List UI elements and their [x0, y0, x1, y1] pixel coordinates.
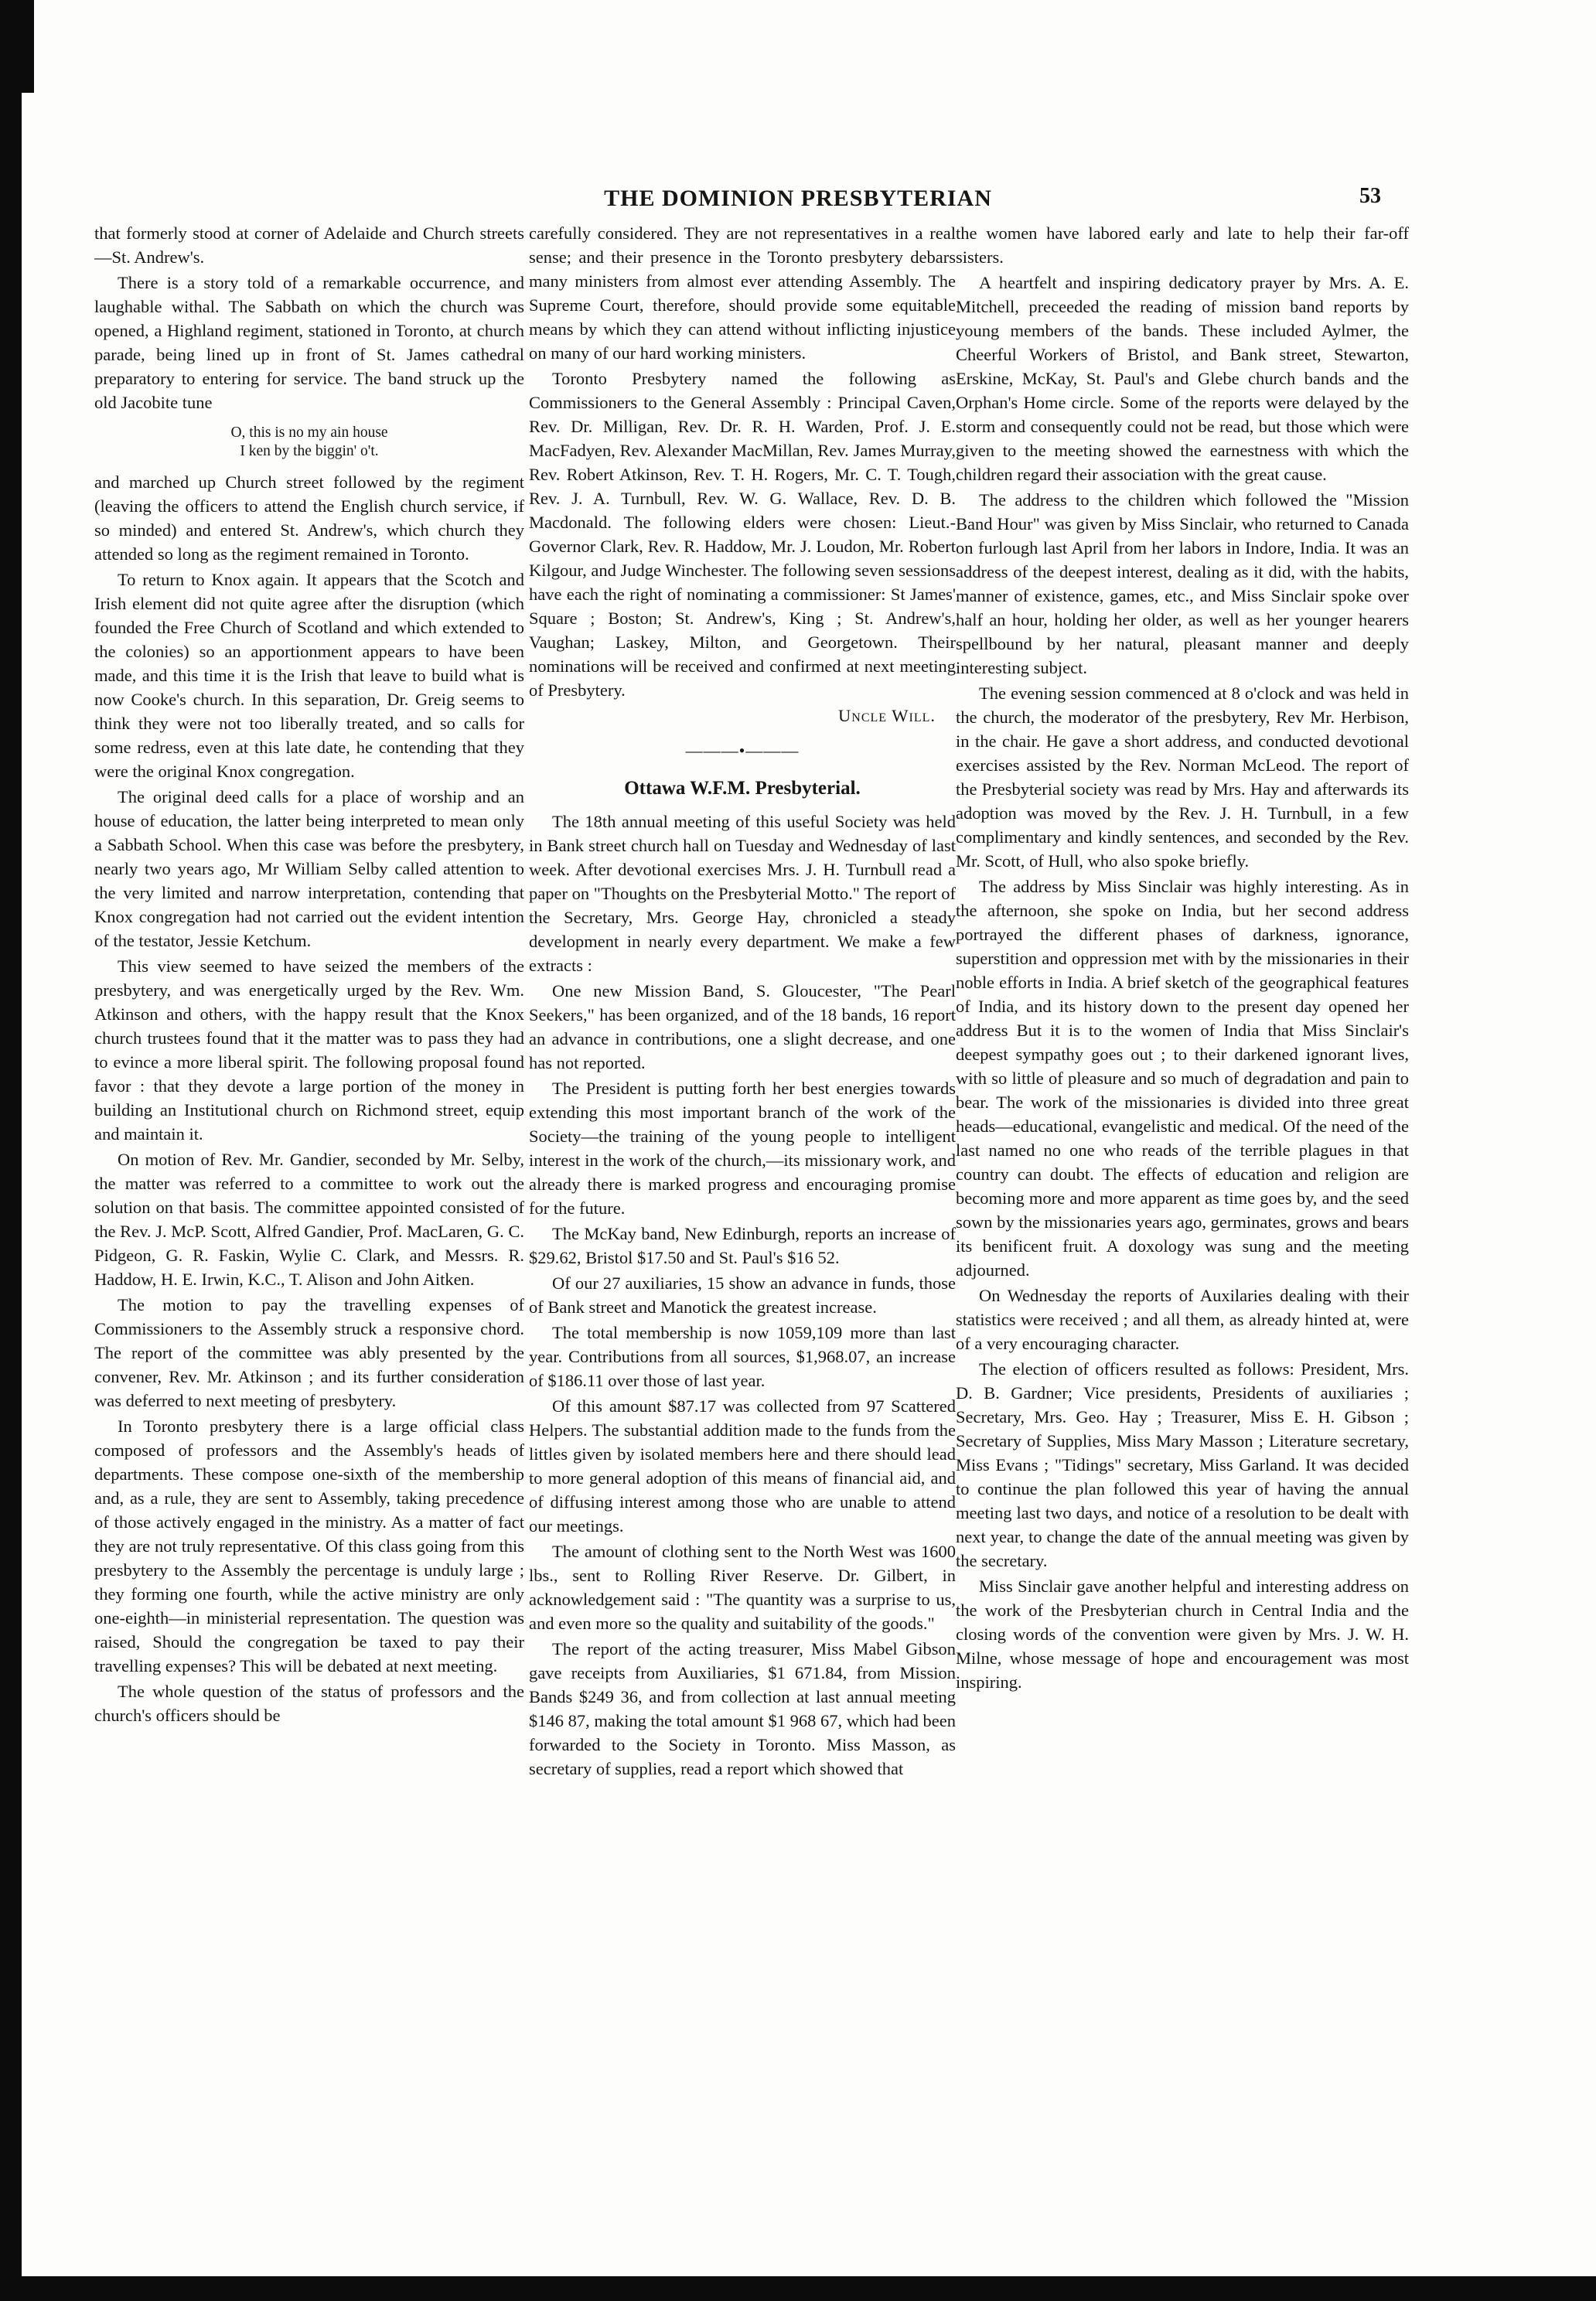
- paragraph: The whole question of the status of professors and the church's officers should be: [94, 1682, 524, 1725]
- paragraph: The 18th annual meeting of this useful Society was held in Bank street church hall on Tuesday and Wednesday of last week. After devotional exercises Mrs. J. H. Turnbull read a paper on "Thoughts on the Presbyterial Motto." The report of the Secretary, Mrs. George Hay, chronicled a steady development in nearly every department. We make a few extracts :: [529, 812, 956, 975]
- paragraph: On Wednesday the reports of Auxilaries dealing with their statistics were received ; and all them, as already hinted at, were of a very encouraging character.: [956, 1286, 1409, 1353]
- paragraph: Miss Sinclair gave another helpful and interesting address on the work of the Presbyterian church in Central India and the closing words of the convention were given by Mrs. J. W. H. Milne, whose message of hope and encouragement was most inspiring.: [956, 1577, 1409, 1692]
- column-1: [94, 221, 524, 2200]
- paragraph: The address to the children which followed the "Mission Band Hour" was given by Miss Sinclair, who returned to Canada on furlough last April from her labors in Indore, India. It was an address of the deepest interest, dealing as it did, with the habits, manner of existence, games, etc., and Miss Sinclair spoke over half an hour, holding her older, as well as her younger hearers spellbound by her natural, pleasant manner and deeply interesting subject.: [956, 490, 1409, 677]
- signature: Uncle Will.: [838, 706, 936, 725]
- paragraph: To return to Knox again. It appears that the Scotch and Irish element did not quite agree after the disruption (which founded the Free Church of Scotland and which extended to the colonies) so an apportionment appears to have been made, and this time it is the Irish that leave to build what is now Cooke's church. In this separation, Dr. Greig seems to think they were not too liberally treated, and so calls for some redress, even at this late date, he contending that they were the original Knox congregation.: [94, 570, 524, 781]
- paragraph: On motion of Rev. Mr. Gandier, seconded by Mr. Selby, the matter was referred to a committee to work out the solution on that basis. The committee appointed consisted of the Rev. J. McP. Scott, Alfred Gandier, Prof. MacLaren, G. C. Pidgeon, G. R. Faskin, Wylie C. Clark, and Messrs. R. Haddow, H. E. Irwin, K.C., T. Alison and John Aitken.: [94, 1150, 524, 1289]
- paragraph: The election of officers resulted as follows: President, Mrs. D. B. Gardner; Vice presidents, Presidents of auxiliaries ; Secretary, Mrs. Geo. Hay ; Treasurer, Miss E. H. Gibson ; Secretary of Supplies, Miss Mary Masson ; Literature secretary, Miss Evans ; "Tidings" secretary, Miss Garland. It was decided to continue the plan followed this year of having the annual meeting last two days, and notice of a resolution to be dealt with next year, to change the date of the annual meeting was given by the secretary.: [956, 1359, 1409, 1570]
- page-number: 53: [1359, 184, 1381, 208]
- verse-line: I ken by the biggin' o't.: [240, 443, 379, 459]
- paragraph: the women have labored early and late to help their far-off sisters.: [956, 223, 1409, 267]
- paragraph: There is a story told of a remarkable occurrence, and laughable withal. The Sabbath on which the church was opened, a Highland regiment, stationed in Toronto, at church parade, being lined up in front of St. James cathedral preparatory to entering for service. The band struck up the old Jacobite tune: [94, 273, 524, 412]
- paragraph: This view seemed to have seized the members of the presbytery, and was energetically urged by the Rev. Wm. Atkinson and others, with the happy result that the Knox church trustees found that it the matter was to pass they had to evince a more liberal spirit. The following proposal found favor : that they devote a large portion of the money in building an Institutional church on Richmond street, equip and maintain it.: [94, 956, 524, 1144]
- paragraph: Of our 27 auxiliaries, 15 show an advance in funds, those of Bank street and Manotick the greatest increase.: [529, 1273, 956, 1317]
- scan-border-left: [0, 0, 22, 2301]
- paragraph: The address by Miss Sinclair was highly interesting. As in the afternoon, she spoke on India, but her second address portrayed the different phases of darkness, ignorance, superstition and oppression met with by the missionaries in their noble efforts in India. A brief sketch of the geographical features of India, and its history down to the present day opened her address But it is to the women of India that Miss Sinclair's deepest sympathy goes out ; to their darkened ignorant lives, with so little of pleasure and so much of degradation and pain to bear. The work of the missionaries is divided into three great heads—educational, evangelistic and medical. Of the need of the last named no one who reads of the terrible plagues in that country can doubt. The effects of education and religion are becoming more and more apparent as time goes by, and the seed sown by the missionaries years ago, germinates, grows and bears its benificent fruit. A doxology was sung and the meeting adjourned.: [956, 877, 1409, 1280]
- paragraph: The report of the acting treasurer, Miss Mabel Gibson gave receipts from Auxiliaries, $1 671.84, from Mission Bands $249 36, and from collection at last annual meeting $146 87, making the total amount $1 968 67, which had been forwarded to the Society in Toronto. Miss Masson, as secretary of supplies, read a report which showed that: [529, 1639, 956, 1778]
- paragraph: and marched up Church street followed by the regiment (leaving the officers to attend the English church service, if so minded) and entered St. Andrew's, which church they attended so long as the regiment remained in Toronto.: [94, 472, 524, 564]
- verse: [94, 424, 524, 461]
- paragraph: The original deed calls for a place of worship and an house of education, the latter being interpreted to mean only a Sabbath School. When this case was before the presbytery, nearly two years ago, Mr William Selby called attention to the very limited and narrow interpretation, contending that Knox congregation had not carried out the evident intention of the testator, Jessie Ketchum.: [94, 787, 524, 950]
- verse-line: O, this is no my ain house: [230, 424, 388, 441]
- scan-border-corner: [0, 0, 34, 93]
- paragraph: The President is putting forth her best energies towards extending this most important branch of the work of the Society—the training of the young people to intelligent interest in the work of the church,—its missionary work, and already there is marked progress and encouraging promise for the future.: [529, 1079, 956, 1218]
- scan-border-bottom: [0, 2276, 1596, 2301]
- paragraph: carefully considered. They are not representatives in a real sense; and their presence in the Toronto presbytery debars many ministers from almost ever attending Assembly. The Supreme Court, therefore, should provide some equitable means by which they can attend without inflicting injustice on many of our hard working ministers.: [529, 223, 956, 363]
- masthead: THE DOMINION PRESBYTERIAN: [604, 186, 992, 211]
- paragraph: In Toronto presbytery there is a large official class composed of professors and the Assembly's heads of departments. These compose one-sixth of the membership and, as a rule, they are sent to Assembly, taking precedence of those actively engaged in the ministry. As a matter of fact they are not truly representative. Of this class going from this presbytery to the Assembly the percentage is unduly large ; they forming one fourth, while the active ministry are only one-eighth—in ministerial representation. The question was raised, Should the congregation be taxed to pay their travelling expenses? This will be debated at next meeting.: [94, 1416, 524, 1675]
- paragraph: A heartfelt and inspiring dedicatory prayer by Mrs. A. E. Mitchell, preceeded the reading of mission band reports by young members of the bands. These included Aylmer, the Cheerful Workers of Bristol, and Bank street, Stewarton, Erskine, McKay, St. Paul's and Glebe church bands and the Orphan's Home circle. Some of the reports were delayed by the storm and consequently could not be read, but those which were given to the meeting showed the earnestness with which the children regard their association with the great cause.: [956, 273, 1409, 484]
- section-title: Ottawa W.F.M. Presbyterial.: [624, 778, 861, 799]
- paragraph: The total membership is now 1059,109 more than last year. Contributions from all sources, $1,968.07, an increase of $186.11 over those of last year.: [529, 1323, 956, 1390]
- paragraph: The amount of clothing sent to the North West was 1600 lbs., sent to Rolling River Reserve. Dr. Gilbert, in acknowledgement said : "The quantity was a surprise to us, and even more so the quality and suitability of the goods.": [529, 1542, 956, 1633]
- paragraph: Of this amount $87.17 was collected from 97 Scattered Helpers. The substantial addition made to the funds from the littles given by isolated members here and there should lead to more general adoption of this means of financial aid, and of diffusing interest among those who are unable to attend our meetings.: [529, 1396, 956, 1536]
- paragraph: The evening session commenced at 8 o'clock and was held in the church, the moderator of the presbytery, Rev Mr. Herbison, in the chair. He gave a short address, and conducted devotional exercises assisted by the Rev. Norman McLeod. The report of the Presbyterial society was read by Mrs. Hay and afterwards its adoption was moved by the Rev. J. H. Turnbull, in a few complimentary and kindly sentences, and seconded by the Rev. Mr. Scott, of Hull, who also spoke briefly.: [956, 683, 1409, 871]
- paragraph: Toronto Presbytery named the following as Commissioners to the General Assembly : Principal Caven, Rev. Dr. Milligan, Rev. Dr. R. H. Warden, Prof. J. E. MacFadyen, Rev. Alexander MacMillan, Rev. James Murray, Rev. Robert Atkinson, Rev. T. H. Rogers, Mr. C. T. Tough, Rev. J. A. Turnbull, Rev. W. G. Wallace, Rev. D. B. Macdonald. The following elders were chosen: Lieut.-Governor Clark, Rev. R. Haddow, Mr. J. Loudon, Mr. Robert Kilgour, and Judge Winchester. The following seven sessions have each the right of nominating a commissioner: St James' Square ; Boston; St. Andrew's, King ; St. Andrew's, Vaughan; Laskey, Milton, and Georgetown. Their nominations will be received and confirmed at next meeting of Presbytery.: [529, 369, 956, 700]
- paragraph: that formerly stood at corner of Adelaide and Church streets—St. Andrew's.: [94, 223, 524, 267]
- divider: ———•———: [685, 741, 800, 760]
- paragraph: One new Mission Band, S. Gloucester, "The Pearl Seekers," has been organized, and of the 18 bands, 16 report an advance in contributions, one a slight decrease, and one has not reported.: [529, 981, 956, 1072]
- page-header: [0, 186, 1596, 216]
- column-2: [529, 221, 956, 2200]
- paragraph: The motion to pay the travelling expenses of Commissioners to the Assembly struck a responsive chord. The report of the committee was ably presented by the convener, Rev. Mr. Atkinson ; and its further consideration was deferred to next meeting of presbytery.: [94, 1295, 524, 1410]
- paragraph: The McKay band, New Edinburgh, reports an increase of $29.62, Bristol $17.50 and St. Paul's $16 52.: [529, 1224, 956, 1267]
- column-3: [956, 221, 1409, 2200]
